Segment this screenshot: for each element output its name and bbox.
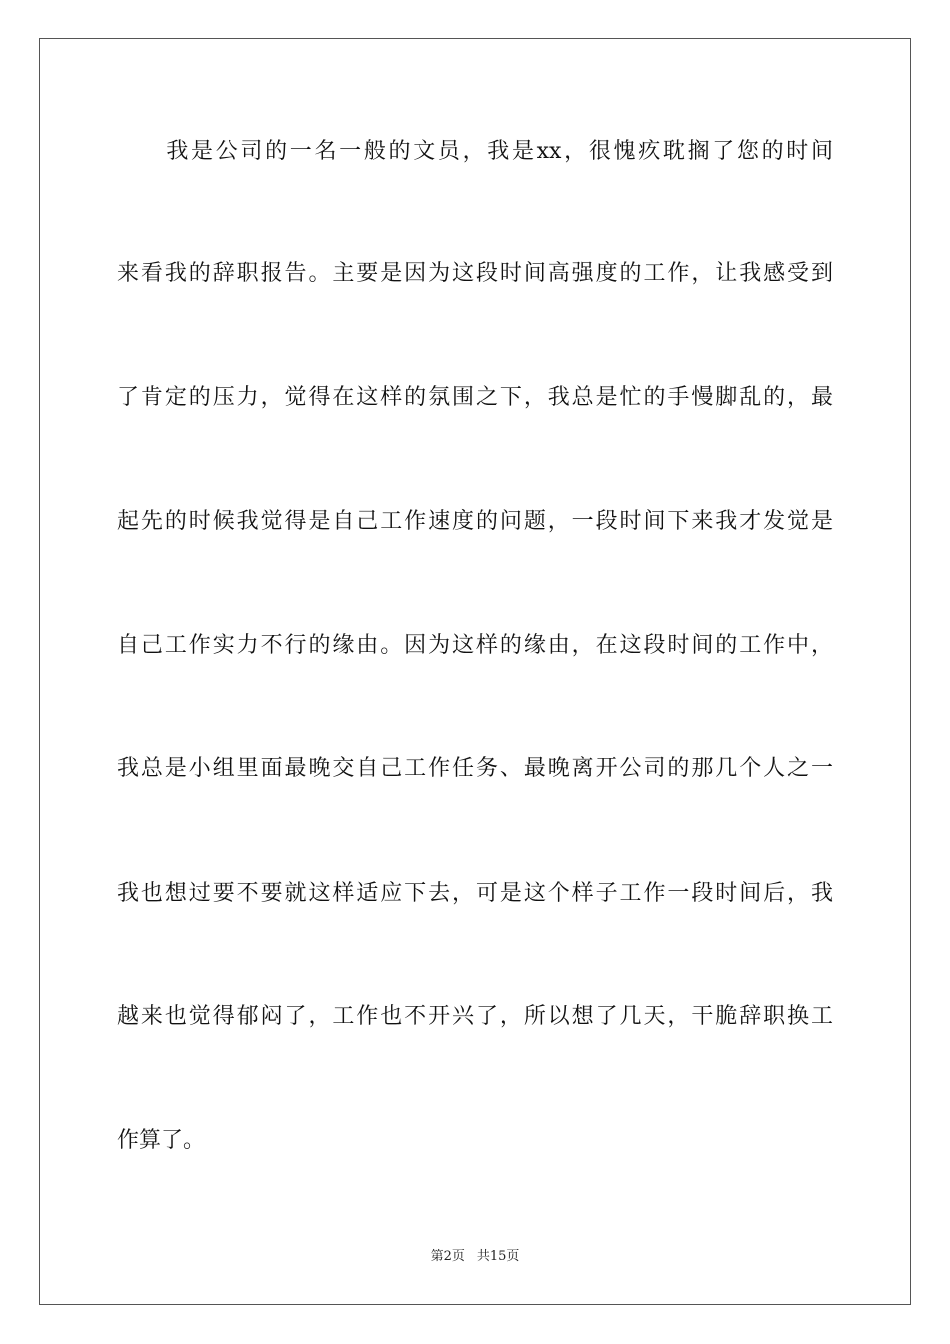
text-line-2: 来看我的辞职报告。主要是因为这段时间高强度的工作，让我感受到 (117, 261, 833, 286)
text-line-9: 作算了。 (117, 1128, 206, 1153)
page-total: 共15页 (476, 1249, 520, 1264)
text-line-3: 了肯定的压力，觉得在这样的氛围之下，我总是忙的手慢脚乱的，最 (117, 385, 833, 410)
page-frame (39, 38, 911, 1305)
text-line-1: 我是公司的一名一般的文员，我是xx，很愧疚耽搁了您的时间 (117, 139, 833, 164)
page-footer (0, 1249, 950, 1265)
text-line-7: 我也想过要不要就这样适应下去，可是这个样子工作一段时间后，我 (117, 881, 833, 906)
text-line-8: 越来也觉得郁闷了，工作也不开兴了，所以想了几天，干脆辞职换工 (117, 1004, 833, 1029)
text-line-6: 我总是小组里面最晚交自己工作任务、最晚离开公司的那几个人之一 (117, 756, 833, 781)
text-line-4: 起先的时候我觉得是自己工作速度的问题，一段时间下来我才发觉是 (117, 509, 833, 534)
page-number: 第2页 (430, 1249, 465, 1264)
text-line-5: 自己工作实力不行的缘由。因为这样的缘由，在这段时间的工作中， (117, 633, 833, 658)
